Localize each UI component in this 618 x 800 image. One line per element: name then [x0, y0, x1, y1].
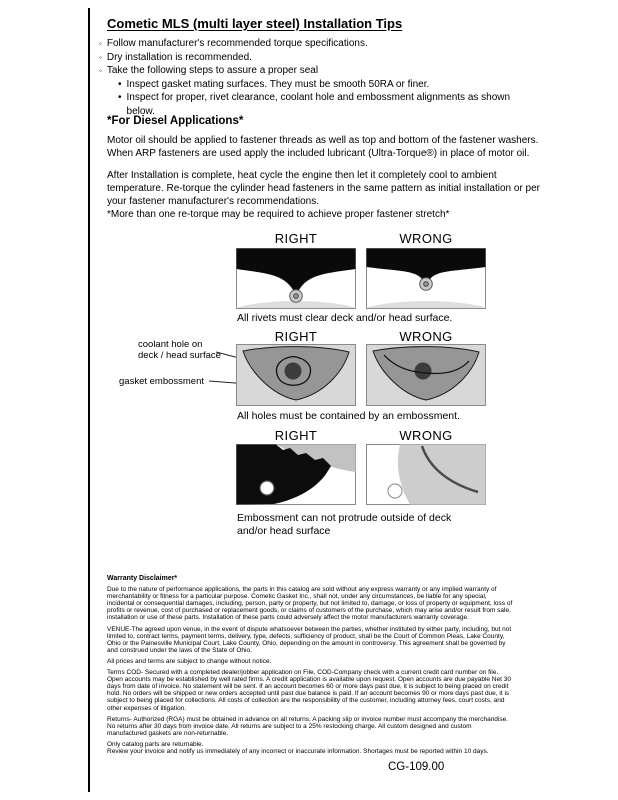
- right-label: RIGHT: [274, 428, 318, 443]
- embossment-right-figure: [236, 444, 356, 505]
- tip-sub-item: [99, 78, 539, 92]
- bolt-hole-icon: [260, 481, 274, 495]
- callout-line: deck / head surface: [138, 349, 221, 361]
- callout-line: coolant hole on: [138, 339, 203, 350]
- rivets-caption: All rivets must clear deck and/or head surface.: [237, 312, 453, 324]
- diesel-applications-heading: *For Diesel Applications*: [107, 115, 244, 127]
- tip-text: Inspect gasket mating surfaces. They must be smooth 50RA or finer.: [126, 78, 430, 90]
- legal-paragraph: Terms COD- Secured with a completed dealer/jobber application on File, COD-Company check with a current credit card number on file. Open accounts may be established by well rated firms. A credit application is available upon request. Open accounts are due payable Net 30 days from date of invoice. No statement will be sent. If an account becomes 60 or more days past due, it is subject to being placed on credit hold. No orders will be shipped or new orders accepted until past due balance is paid. If an account becomes 90 or more days past due, it is subject to being placed for collections. All costs of collection are the responsibility of the customer, including attorney fees, court costs, and other expenses of litigation.: [107, 669, 511, 712]
- left-margin-rule: [88, 8, 90, 792]
- gasket-embossment-callout: gasket embossment: [119, 376, 205, 387]
- tip-text: Follow manufacturer's recommended torque specifications.: [106, 38, 368, 49]
- wrong-label: WRONG: [399, 231, 453, 246]
- legal-section: [107, 575, 513, 759]
- coolant-hole-icon: [285, 363, 302, 380]
- legal-heading: Warranty Disclaimer*: [107, 575, 178, 582]
- coolant-hole-icon: [415, 363, 432, 380]
- dot-bullet-icon: •: [118, 78, 122, 90]
- page-title: Cometic MLS (multi layer steel) Installation Tips: [107, 16, 403, 31]
- tip-sub-item: [99, 91, 539, 118]
- rivets-right-figure: [236, 248, 356, 309]
- right-label: RIGHT: [274, 329, 318, 344]
- diesel-paragraph: Motor oil should be applied to fastener threads as well as top and bottom of the fastener washers. When ARP fasteners are used apply the included lubricant (Ultra-Torque®) in place of motor oil.: [107, 135, 539, 160]
- retorque-note: *More than one re-torque may be required to achieve proper fastener stretch*: [107, 209, 450, 220]
- legal-paragraph: Only catalog parts are returnable.: [107, 740, 204, 748]
- circle-bullet-icon: ◦: [99, 66, 102, 75]
- diesel-paragraph: After Installation is complete, heat cycle the engine then let it completely cool to ambient temperature. Re-torque the cylinder head fasteners in the same pattern as initial installation or per your fastener manufacturer's recommendations.: [107, 170, 541, 208]
- legal-paragraph: VENUE-The agreed upon venue, in the event of dispute whatsoever between the parties, whether instituted by either party, including, but not limited to, contract terms, payment terms, delivery, type, defects, sufficiency of product, shall be the Court of Common Pleas, Lake County, Ohio or the Painesville Municipal Court, Lake County, Ohio, depending on the amount in controversy. This agreement shall be governed by and construed under the laws of the State of Ohio.: [107, 625, 512, 654]
- tip-item: [99, 51, 539, 65]
- tip-item: [99, 37, 539, 51]
- document-code: CG-109.00: [388, 761, 445, 773]
- rivets-wrong-figure: [366, 248, 486, 309]
- tips-list: [99, 37, 539, 118]
- legal-paragraph: Returns- Authorized (RGA) must be obtained in advance on all returns. A packing slip or invoice number must accompany the merchandise. No returns after 30 days from invoice date. All returns are subject to a 25% restocking charge. All custom designed and custom manufactured gaskets are non-returnable.: [107, 715, 509, 737]
- circle-bullet-icon: ◦: [99, 52, 102, 62]
- circle-bullet-icon: ◦: [99, 39, 102, 48]
- legal-paragraph: All prices and terms are subject to change without notice.: [107, 657, 272, 665]
- right-label: RIGHT: [274, 231, 318, 246]
- holes-wrong-figure: [366, 344, 486, 406]
- rivet-center: [294, 294, 299, 299]
- holes-right-figure: [236, 344, 356, 406]
- rivet-center: [424, 282, 429, 287]
- tip-item: [99, 64, 539, 78]
- wrong-label: WRONG: [399, 428, 453, 443]
- legal-paragraph: Review your invoice and notify us immediately of any incorrect or inaccurate information. Shortages must be reported within 10 days.: [107, 747, 489, 755]
- holes-caption: All holes must be contained by an embossment.: [237, 410, 460, 422]
- embossment-wrong-figure: [366, 444, 486, 505]
- tip-text: Dry installation is recommended.: [106, 51, 252, 63]
- bolt-hole-icon: [388, 484, 402, 498]
- tip-text: Take the following steps to assure a proper seal: [106, 65, 319, 76]
- tip-text: Inspect for proper, rivet clearance, coolant hole and embossment alignments as shown below.: [126, 92, 511, 117]
- wrong-label: WRONG: [399, 329, 453, 344]
- dot-bullet-icon: •: [118, 92, 122, 103]
- legal-paragraph: Due to the nature of performance applications, the parts in this catalog are sold without any express warranty or any implied warranty of merchantability or fitness for a particular purpose. Cometic Gasket Inc., shall not, under any circumstances, be liable for any special, incidental or consequential damages, including, person, party or property, but not limited to, damage, or loss of property or equipment, loss of profits or revenue, cost of purchased or replacement goods, or claims of customers of the purchase, which may arise and/or result from sale, installation or use of these parts. Installation of these parts could adversely affect the motor manufacturers warranty coverage.: [107, 586, 513, 622]
- embossment-caption: Embossment can not protrude outside of deck and/or head surface: [237, 512, 452, 537]
